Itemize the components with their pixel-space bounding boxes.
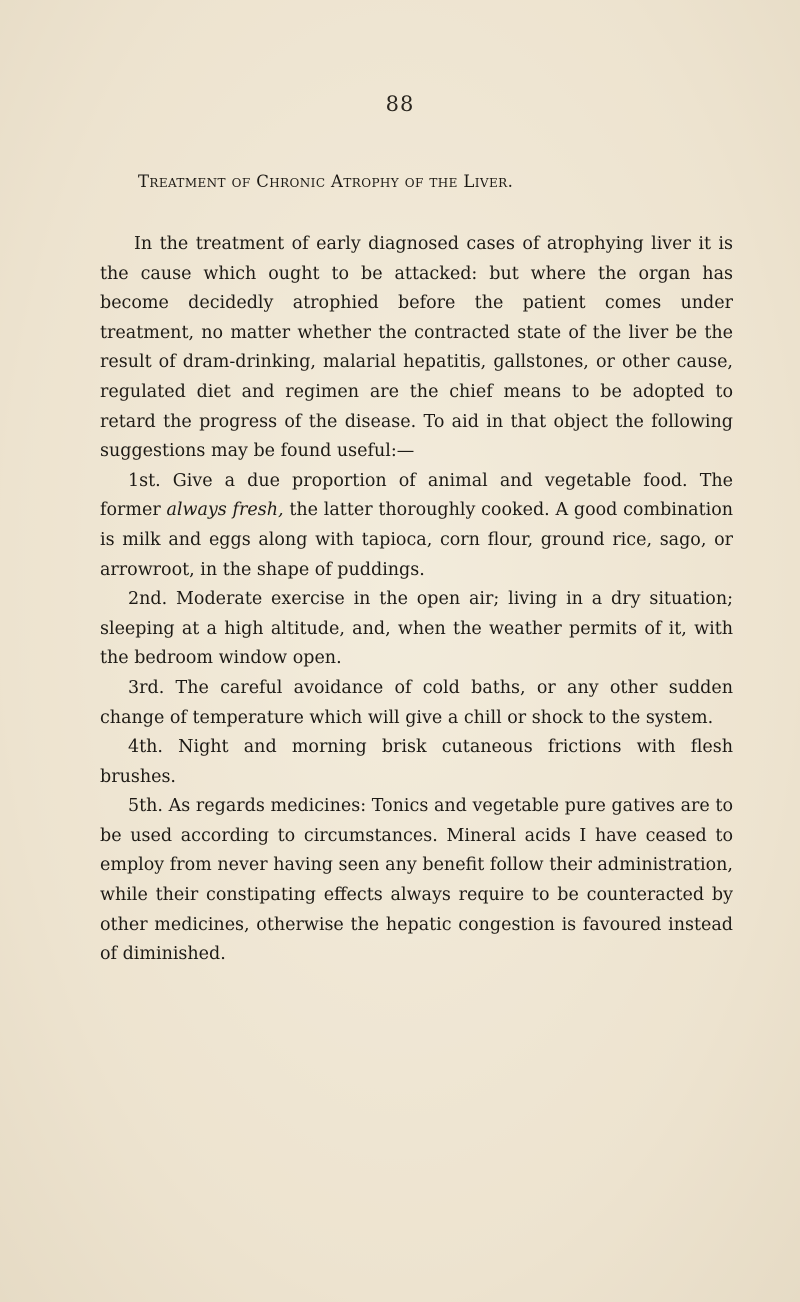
intro-paragraph: In the treatment of early diagnosed cases of atrophying liver it is the cause which ought to be attacked: but where the organ has become decidedly atrophied before the patient comes under treatment, no matter whether the contracted state of the liver be the result of dram-drinking, malarial hepatitis, gallstones, or other cause, regulated diet and regimen are the chief means to be adopted to retard the progress of the disease. To aid in that object the following suggestions may be found useful:—: [100, 234, 733, 462]
page-number: 88: [385, 92, 415, 116]
body-text: [100, 230, 733, 970]
item-first-emphasis: always fresh,: [166, 500, 284, 521]
item-fourth: 4th. Night and morning brisk cutaneous frictions with flesh brushes.: [100, 737, 733, 787]
item-fifth: 5th. As regards medicines: Tonics and vegetable pure gatives are to be used according to circumstances. Mineral acids I have ceased to employ from never having seen any benefit follow their administration, while their constipating effects always require to be counteracted by other medicines, otherwise the hepatic congestion is favoured instead of diminished.: [100, 796, 733, 965]
item-first: [100, 467, 733, 585]
item-second: 2nd. Moderate exercise in the open air; living in a dry situation; sleeping at a high altitude, and, when the weather permits of it, with the bedroom window open.: [100, 589, 733, 669]
item-third: 3rd. The careful avoidance of cold baths, or any other sudden change of temperature which will give a chill or shock to the system.: [100, 677, 733, 728]
item-first-text-before: 1st. Give a due proportion of animal and vegetable food. The former: [100, 470, 733, 521]
section-heading: Treatment of Chronic Atrophy of the Liver.: [138, 172, 514, 191]
item-first-text-after: the latter thoroughly cooked. A good combination is milk and eggs along with tapioca, corn flour, ground rice, sago, or arrowroot, in the shape of puddings.: [100, 500, 734, 580]
